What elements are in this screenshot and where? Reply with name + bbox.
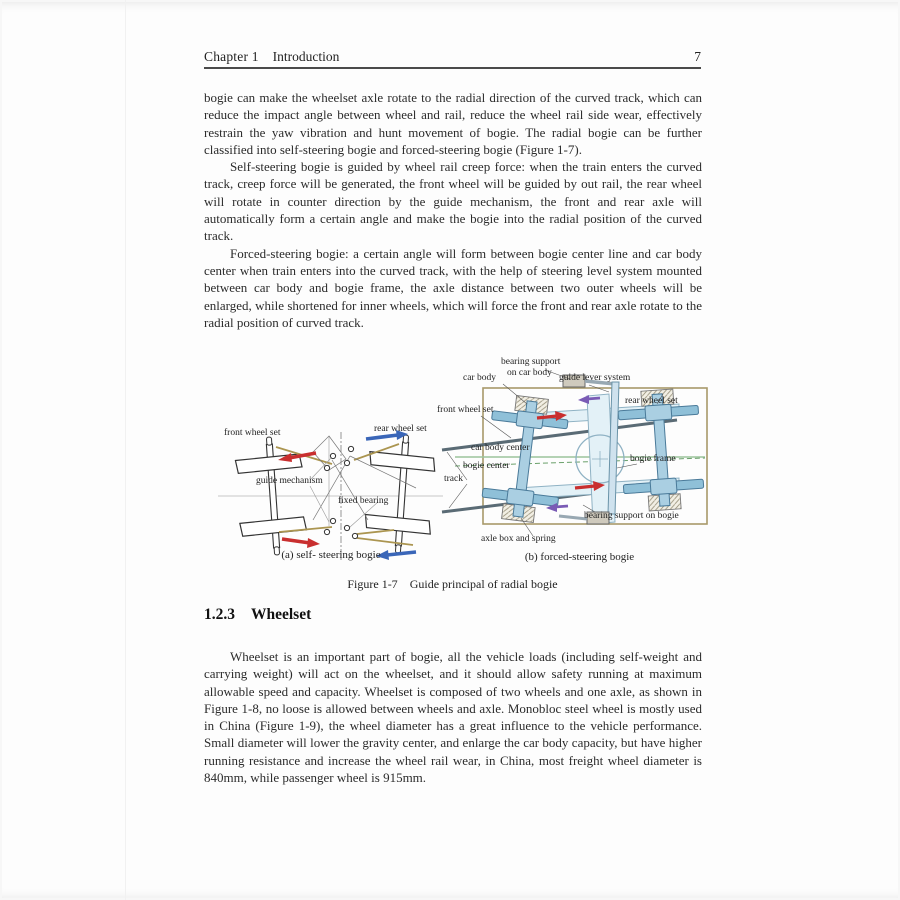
body-text-block (204, 89, 702, 331)
label-guide-mechanism: guide mechanism (256, 476, 323, 486)
running-header (204, 49, 701, 65)
label-front-wheel-set-b: front wheel set (437, 405, 494, 415)
label-rear-wheel-set-a: rear wheel set (374, 424, 427, 434)
label-bogie-frame: bogie frame (630, 454, 676, 464)
section-heading (204, 606, 311, 624)
label-bearing-support-car-body-1: bearing support (501, 357, 561, 367)
purple-arrow-upper (578, 395, 589, 404)
wheelset-text-block (204, 648, 702, 786)
label-car-body: car body (463, 373, 496, 383)
page-number: 7 (694, 49, 701, 64)
paragraph-self-steering: Self-steering bogie is guided by wheel rail creep force: when the train enters the curved track, creep force will be generated, the front wheel will be guided by out rail, the rear wheel will rotate in counter direction by the guide mechanism, the front and rear axle will automatically form a certain angle and make the bogie into the radial position of the curved track. (204, 159, 702, 244)
figure-title: Guide principal of radial bogie (409, 577, 558, 591)
label-bearing-support-on-bogie: bearing support on bogie (584, 511, 679, 521)
panel-b-caption: (b) forced-steering bogie (524, 551, 635, 563)
label-guide-lever-system: guide lever system (559, 373, 631, 383)
header-rule (204, 67, 701, 69)
panel-a-caption: (a) self- steering bogie (281, 549, 381, 561)
rear-wheelset-drawing (363, 433, 437, 555)
section-number: 1.2.3 (204, 606, 235, 623)
paragraph-wheelset: Wheelset is an important part of bogie, all the vehicle loads (including self-weight and carrying weight) will act on the wheelset, and it should allow safety running at maximum allowable speed and capacity. Wheelset is composed of two wheels and one axle, as shown in Figure 1-8, no loose is allowed between wheels and axle. Monobloc steel wheel is mostly used in China (Figure 1-9), the wheel diameter has a great influence to the vehicle performance. Small diameter will lower the gravity center, and enlarge the car body capacity, but have higher running resistance and increase the wheel rail wear, in China, most freight wheel diameter is 840mm, while passenger wheel is 915mm. (204, 649, 702, 786)
figure-caption (204, 577, 701, 592)
red-arrow-bottom (307, 538, 320, 548)
header-section-title: Introduction (272, 49, 340, 64)
paragraph-forced-steering: Forced-steering bogie: a certain angle will form between bogie center line and car body center when train enters into the curved track, with the help of steering level system mounted between car body and bogie frame, the axle distance between two outer wheels will be enlarged, while shortened for inner wheels, which will force the front and rear axle rotate to the radial position of curved track. (204, 245, 702, 330)
figure-number: Figure 1-7 (347, 577, 398, 591)
label-car-body-center: car body center (471, 443, 530, 453)
page-gutter-line (125, 0, 126, 900)
label-axle-box-and-spring: axle box and spring (481, 534, 556, 544)
label-bearing-support-car-body-2: on car body (507, 368, 552, 378)
paragraph-radial-bogie: bogie can make the wheelset axle rotate to the radial direction of the curved track, which can reduce the impact angle between wheel and rail, reduce the wheel rail side wear, effectively restrain the yaw vibration and hunt movement of bogie. The radial bogie can be further classified into self-steering bogie and forced-steering bogie (Figure 1-7). (204, 90, 702, 157)
label-track: track (444, 474, 463, 484)
panel-self-steering-bogie (216, 408, 446, 566)
label-bogie-center: bogie center (463, 461, 510, 471)
rear-wheelset-drawing-b (617, 387, 705, 512)
label-rear-wheel-set-b: rear wheel set (625, 396, 678, 406)
panel-forced-steering-bogie (437, 354, 722, 568)
label-front-wheel-set-a: front wheel set (224, 428, 281, 438)
figure-1-7 (204, 352, 724, 574)
header-chapter: Chapter 1 (204, 49, 259, 64)
label-fixed-bearing: fixed bearing (338, 496, 389, 506)
section-title: Wheelset (251, 606, 312, 623)
